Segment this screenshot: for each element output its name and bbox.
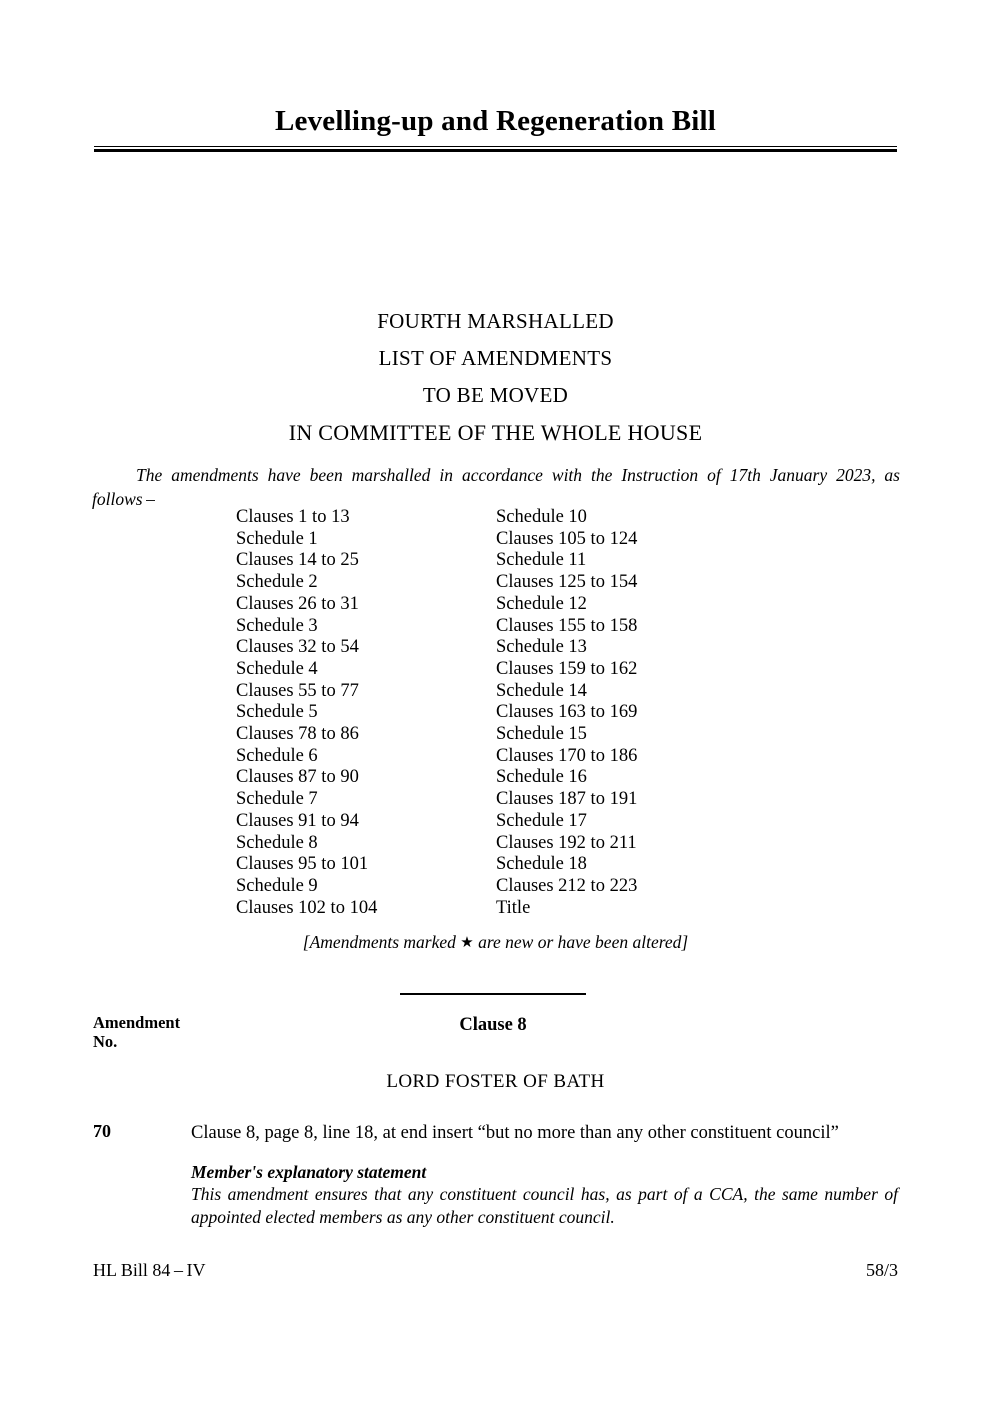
clause-list-item: Clauses 187 to 191 <box>496 789 638 810</box>
footer-bill-reference: HL Bill 84 – IV <box>93 1260 206 1280</box>
clause-list-item: Schedule 2 <box>236 572 318 593</box>
clause-list-item: Schedule 4 <box>236 658 318 679</box>
clause-list-item: Clauses 192 to 211 <box>496 832 637 853</box>
star-note-open-bracket: [ <box>302 932 310 952</box>
marshalling-note: The amendments have been marshalled in accordance with the Instruction of 17th January 2023, as follows – <box>92 465 900 509</box>
star-legend-note <box>94 932 897 953</box>
clause-list-item: Clauses 155 to 158 <box>496 615 638 636</box>
clause-list-item: Clauses 1 to 13 <box>236 507 350 527</box>
amendment-number: 70 <box>93 1121 111 1141</box>
clause-list-item: Schedule 14 <box>496 680 587 701</box>
document-heading-block <box>94 303 897 451</box>
clause-list-item: Schedule 17 <box>496 810 587 831</box>
title-divider <box>94 146 897 152</box>
clause-list-item: Schedule 11 <box>496 550 587 571</box>
clause-list-item: Schedule 16 <box>496 767 587 788</box>
explanatory-statement <box>191 1162 898 1229</box>
amendment-entry <box>93 1121 898 1229</box>
clause-list-right-column <box>496 507 637 919</box>
clause-list-item: Clauses 55 to 77 <box>236 680 359 701</box>
clause-list-item: Clauses 105 to 124 <box>496 528 638 549</box>
clause-list-item: Schedule 5 <box>236 702 318 723</box>
title-divider-thin-rule <box>94 146 897 147</box>
clause-list-item: Schedule 7 <box>236 789 318 810</box>
page-title: Levelling-up and Regeneration Bill <box>274 105 717 137</box>
clause-list-item: Clauses 102 to 104 <box>236 897 378 918</box>
clause-list-item: Schedule 3 <box>236 615 318 636</box>
star-note-after-text: are new or have been altered <box>473 932 682 952</box>
clause-list-item: Clauses 125 to 154 <box>496 572 638 593</box>
footer-page-number: 58/3 <box>865 1260 898 1280</box>
clause-list-left-column <box>236 507 377 919</box>
amendment-no-label-line1: Amendment <box>93 1013 181 1032</box>
clause-list-item: Schedule 1 <box>236 528 318 549</box>
clause-list-item: Clauses 212 to 223 <box>496 875 638 896</box>
clause-list-item: Clauses 95 to 101 <box>236 854 369 875</box>
clause-list-item: Clauses 26 to 31 <box>236 593 359 614</box>
heading-line-1: FOURTH MARSHALLED <box>377 309 614 333</box>
clause-list-item: Clauses 170 to 186 <box>496 745 638 766</box>
clause-list-item: Schedule 13 <box>496 637 587 658</box>
explanatory-statement-heading: Member's explanatory statement <box>191 1162 427 1182</box>
clause-heading: Clause 8 <box>459 1015 527 1035</box>
heading-line-3: TO BE MOVED <box>422 383 569 407</box>
amendment-body <box>191 1121 898 1229</box>
amendment-no-label-line2: No. <box>93 1032 118 1051</box>
clause-list-item: Clauses 32 to 54 <box>236 637 359 658</box>
clause-list-item: Schedule 6 <box>236 745 318 766</box>
explanatory-statement-body: This amendment ensures that any constituent council has, as part of a CCA, the same number of appointed elected members as any other constituent council. <box>191 1184 898 1227</box>
section-divider-rule <box>400 993 586 995</box>
clause-list-item: Schedule 18 <box>496 854 587 875</box>
heading-line-4: IN COMMITTEE OF THE WHOLE HOUSE <box>288 420 703 445</box>
clause-list-item: Clauses 14 to 25 <box>236 550 359 571</box>
heading-line-2: LIST OF AMENDMENTS <box>378 346 613 370</box>
clause-list-item: Clauses 163 to 169 <box>496 702 638 723</box>
clause-list-item: Schedule 15 <box>496 724 587 745</box>
clause-list-item: Clauses 159 to 162 <box>496 658 638 679</box>
clause-list-item: Title <box>496 897 531 918</box>
amendment-no-label <box>93 1013 180 1051</box>
clause-list-item: Clauses 78 to 86 <box>236 724 359 745</box>
clause-list-item: Schedule 12 <box>496 593 587 614</box>
title-divider-thick-rule <box>94 149 897 152</box>
amendment-text: Clause 8, page 8, line 18, at end insert “but no more than any other constituent council” <box>191 1123 839 1143</box>
clause-list-item: Schedule 10 <box>496 507 587 527</box>
star-icon: ★ <box>460 935 474 951</box>
clause-list-item: Schedule 8 <box>236 832 318 853</box>
clause-list-item: Clauses 87 to 90 <box>236 767 359 788</box>
sponsor-name: LORD FOSTER OF BATH <box>386 1071 605 1092</box>
clause-list-item: Schedule 9 <box>236 875 318 896</box>
clause-list-item: Clauses 91 to 94 <box>236 810 359 831</box>
star-note-before-text: Amendments marked <box>309 932 461 952</box>
star-note-close-bracket: ] <box>681 932 689 952</box>
